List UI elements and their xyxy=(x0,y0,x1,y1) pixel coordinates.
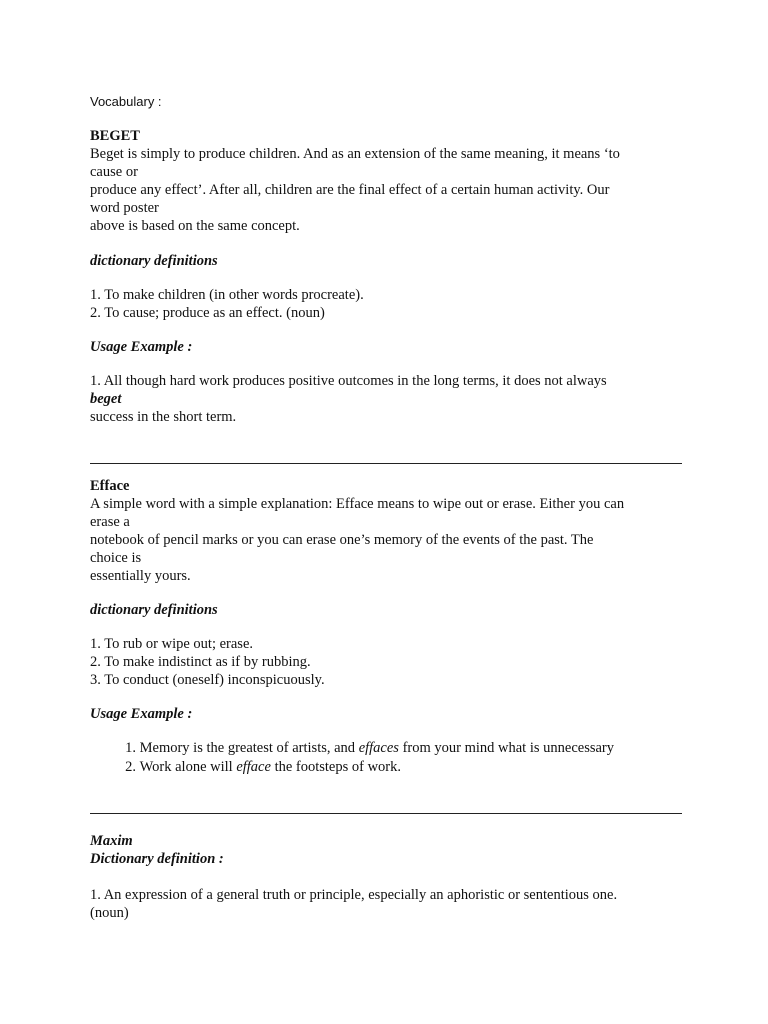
beget-paragraph-line: Beget is simply to produce children. And as an extension of the same meaning, it means ‘to xyxy=(90,146,620,162)
beget-paragraph-line: produce any effect’. After all, children are the final effect of a certain human activity. Our xyxy=(90,182,610,198)
usage-text: Work alone will xyxy=(139,759,237,775)
definition-item: 2. To cause; produce as an effect. (noun) xyxy=(90,305,325,321)
efface-usage-examples xyxy=(90,739,614,777)
beget-paragraph-line: above is based on the same concept. xyxy=(90,218,300,234)
definition-item: (noun) xyxy=(90,905,129,921)
efface-definitions-heading-text: dictionary definitions xyxy=(90,602,218,618)
definition-item: 1. An expression of a general truth or principle, especially an aphoristic or sententious one. xyxy=(90,887,618,903)
usage-line: success in the short term. xyxy=(90,409,237,425)
efface-usage-heading xyxy=(90,705,682,723)
efface-paragraph-line: choice is xyxy=(90,550,142,566)
efface-word-heading: Efface xyxy=(90,478,130,494)
beget-word-heading: BEGET xyxy=(90,128,140,144)
beget-paragraph-line: cause or xyxy=(90,164,138,180)
efface-definitions-list xyxy=(90,635,682,689)
usage-emphasis-word: efface xyxy=(236,759,271,775)
maxim-section xyxy=(90,832,682,868)
definition-item: 3. To conduct (oneself) inconspicuously. xyxy=(90,672,325,688)
maxim-definition xyxy=(90,886,682,922)
definition-item: 1. To rub or wipe out; erase. xyxy=(90,636,254,652)
usage-line: 1. All though hard work produces positive outcomes in the long terms, it does not always xyxy=(90,373,607,389)
list-item xyxy=(90,758,614,777)
efface-paragraph-line: A simple word with a simple explanation: Efface means to wipe out or erase. Either you can xyxy=(90,496,625,512)
usage-text: from your mind what is unnecessary xyxy=(398,740,614,756)
beget-paragraph-line: word poster xyxy=(90,200,159,216)
section-divider xyxy=(90,463,682,464)
efface-usage-heading-text: Usage Example : xyxy=(90,706,193,722)
definition-item: 2. To make indistinct as if by rubbing. xyxy=(90,654,311,670)
definition-item: 1. To make children (in other words procreate). xyxy=(90,287,364,303)
list-item-number: 2. xyxy=(125,759,136,775)
efface-paragraph-line: essentially yours. xyxy=(90,568,191,584)
beget-section xyxy=(90,127,682,235)
beget-definitions-heading-text: dictionary definitions xyxy=(90,253,218,269)
efface-definitions-heading xyxy=(90,601,682,619)
maxim-word-heading: Maxim xyxy=(90,833,133,849)
beget-usage-heading xyxy=(90,338,682,356)
usage-emphasis-word: effaces xyxy=(358,740,399,756)
usage-emphasis-word: beget xyxy=(90,391,122,407)
efface-paragraph-line: notebook of pencil marks or you can erase one’s memory of the events of the past. The xyxy=(90,532,594,548)
beget-definitions-heading xyxy=(90,252,682,270)
section-divider xyxy=(90,813,682,814)
beget-usage-example xyxy=(90,372,682,426)
usage-text: the footsteps of work. xyxy=(270,759,402,775)
efface-section xyxy=(90,477,682,585)
list-item-number: 1. xyxy=(125,740,136,756)
beget-definitions-list xyxy=(90,286,682,322)
beget-usage-heading-text: Usage Example : xyxy=(90,339,193,355)
page-title: Vocabulary : xyxy=(90,94,162,109)
list-item xyxy=(90,739,614,758)
maxim-definitions-heading: Dictionary definition : xyxy=(90,851,224,867)
efface-paragraph-line: erase a xyxy=(90,514,130,530)
usage-text: Memory is the greatest of artists, and xyxy=(139,740,359,756)
